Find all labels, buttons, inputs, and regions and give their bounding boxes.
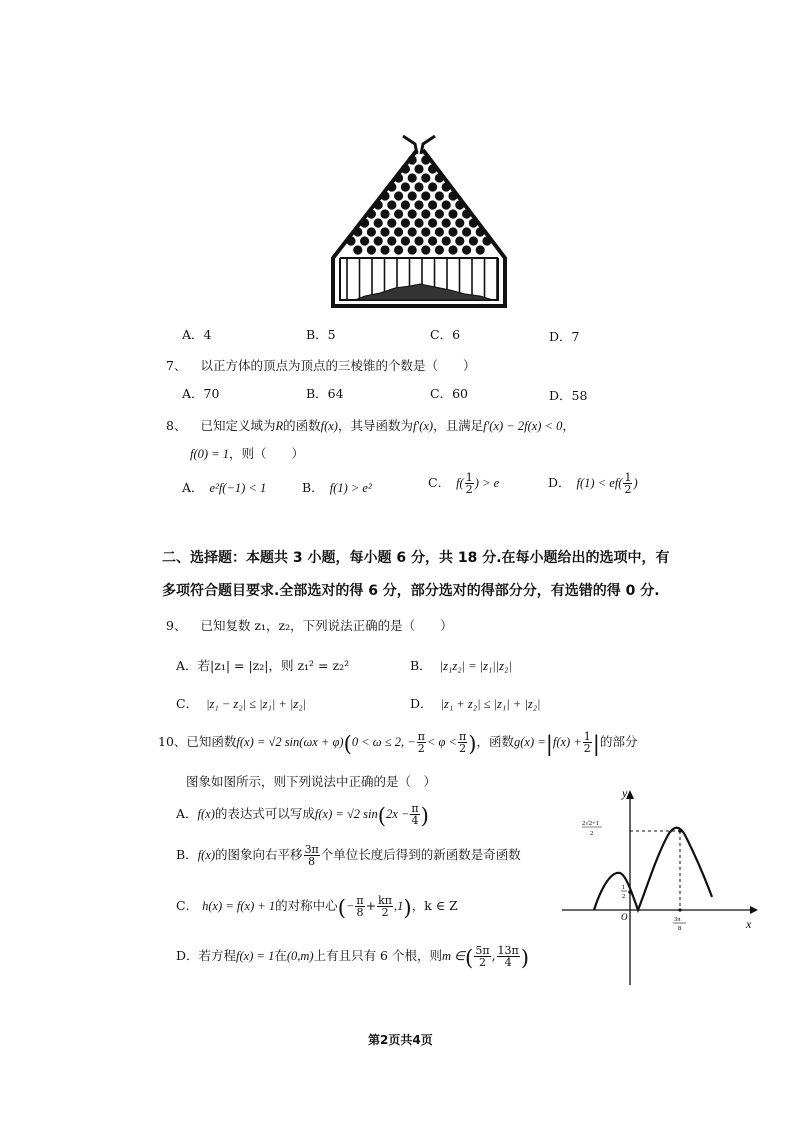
q10-pi-over-8	[355, 895, 364, 918]
q9-option-d-text: |z₁ + z₂| ≤ |z₁| + |z₂|	[440, 697, 541, 711]
frac-den: 2	[624, 483, 632, 496]
q10-option-a-arg: 2x −	[386, 807, 410, 821]
q10-option-d-eq: f(x) = 1	[236, 949, 275, 963]
galton-board-figure	[325, 130, 515, 312]
abs-close: |	[592, 732, 600, 757]
frac-den: 4	[411, 814, 419, 827]
paren-close: )	[420, 804, 429, 829]
frac-num: π	[356, 894, 364, 907]
galton-peg	[428, 218, 437, 227]
page-footer: 第2页共4页	[368, 1033, 433, 1047]
q10-option-b[interactable]	[176, 844, 521, 867]
q9-option-d[interactable]	[410, 694, 540, 712]
galton-peg	[414, 182, 423, 191]
y-tick-num: 1	[622, 884, 626, 891]
q10-pi-over-4	[410, 803, 419, 826]
q8-option-d-pre: f(1) < ef(	[576, 476, 623, 490]
q10-option-c-label: C．	[176, 898, 199, 913]
x-tick-num: 3π	[674, 916, 681, 923]
q10-cond-b: < φ <	[426, 735, 457, 749]
q8-option-c-label: C．	[428, 475, 451, 490]
galton-peg	[401, 236, 410, 245]
y-tick-den: 2	[622, 893, 626, 900]
paren-open: (	[465, 946, 474, 971]
galton-peg	[408, 191, 417, 200]
galton-peg	[455, 218, 464, 227]
paren-close: )	[468, 732, 477, 757]
frac-num: π	[458, 730, 467, 743]
origin-label: O	[621, 912, 628, 922]
frac-num: π	[417, 730, 425, 743]
q10-definition: f(x) = √2 sin(ωx + φ)	[236, 735, 344, 749]
galton-peg	[462, 227, 471, 236]
q10-text-3: 的部分	[599, 734, 638, 749]
q7-option-d[interactable]: D．58	[549, 388, 588, 403]
q8-option-d-half	[623, 472, 632, 495]
galton-peg	[353, 245, 362, 254]
q8-option-c-pre: f(	[456, 476, 464, 490]
galton-peg	[448, 245, 457, 254]
q7-number: 7、	[166, 358, 187, 373]
q10-stem-line2: 图象如图所示，则下列说法中正确的是（ ）	[186, 774, 437, 789]
galton-peg	[408, 173, 417, 182]
q10-pi-over-2-a	[417, 731, 426, 754]
galton-peg	[455, 236, 464, 245]
q9-option-c-text: |z₁ − z₂| ≤ |z₁| + |z₂|	[206, 697, 307, 711]
q8-text-4: ，且满足	[433, 418, 484, 433]
galton-peg	[469, 236, 478, 245]
galton-peg	[428, 200, 437, 209]
q8-number: 8、	[166, 418, 187, 433]
frac-den: 2	[381, 906, 389, 919]
q10-g-body: f(x) +	[552, 735, 582, 749]
q9-option-b[interactable]	[410, 656, 512, 674]
q10-option-c-text: 的对称中心	[275, 898, 338, 913]
galton-peg	[374, 218, 383, 227]
q8-inequality: f′(x) − 2f(x) < 0	[483, 419, 563, 433]
x-axis-arrow	[750, 906, 758, 914]
paren-close: )	[403, 896, 412, 921]
galton-peg	[374, 236, 383, 245]
q10-pi-over-2-b	[458, 731, 467, 754]
galton-peg	[414, 200, 423, 209]
y-axis-label: y	[622, 786, 628, 800]
q10-option-d-text-2: 在	[274, 948, 287, 963]
paren-close: )	[520, 946, 530, 971]
galton-peg	[476, 245, 485, 254]
galton-peg	[408, 227, 417, 236]
function-graph	[560, 785, 760, 990]
frac-num: 13π	[497, 944, 519, 957]
galton-peg	[448, 227, 457, 236]
galton-peg	[387, 200, 396, 209]
q9-stem	[166, 616, 453, 634]
frac-num: 3π	[304, 843, 319, 856]
q7-option-a[interactable]: A．70	[182, 386, 220, 401]
q10-option-c-minus: −	[345, 899, 355, 913]
q8-option-c-half	[465, 472, 474, 495]
frac-num: kπ	[378, 894, 393, 907]
galton-peg	[442, 236, 451, 245]
q10-3pi-over-8	[304, 844, 320, 867]
galton-peg	[394, 227, 403, 236]
q10-option-d[interactable]	[176, 945, 529, 971]
q9-option-c[interactable]	[176, 694, 306, 712]
comma: ,	[491, 948, 496, 963]
q10-text-1: 已知函数	[186, 734, 237, 749]
frac-den: 8	[308, 855, 316, 868]
q10-option-b-label: B．	[176, 847, 198, 862]
galton-peg	[428, 182, 437, 191]
galton-peg	[380, 245, 389, 254]
q10-option-d-text-3: 上有且只有 6 个根，则	[313, 948, 442, 963]
q10-cond-a: 0 < ω ≤ 2, −	[351, 735, 416, 749]
q10-option-b-fx: f(x)	[197, 848, 216, 862]
galton-peg	[401, 182, 410, 191]
q10-13pi-over-4	[497, 945, 520, 968]
q10-option-a-label: A．	[176, 806, 198, 821]
q9-number: 9、	[166, 618, 187, 633]
q8-text-3: ，其导函数为	[337, 418, 413, 433]
q10-option-c[interactable]	[176, 895, 458, 921]
paren-open: (	[337, 896, 346, 921]
q8-option-b-expr: f(1) > e²	[329, 481, 372, 495]
q8-option-a-label: A．	[182, 480, 204, 495]
q8-option-b-label: B．	[302, 480, 324, 495]
q10-option-c-y: ,1	[394, 899, 404, 913]
galton-peg	[367, 245, 376, 254]
q8-domain: R	[275, 419, 284, 433]
q10-option-d-text-1: 若方程	[198, 948, 237, 963]
q8-text-6: ，则（ ）	[228, 446, 304, 461]
q9-option-a[interactable]	[176, 656, 349, 674]
galton-peg	[394, 191, 403, 200]
galton-peg	[462, 245, 471, 254]
frac-den: 2	[478, 956, 486, 969]
galton-peg	[408, 245, 417, 254]
q10-option-a-text: 的表达式可以写成	[214, 806, 315, 821]
q9-option-a-text: 若|z₁| = |z₂|，则 z₁² = z₂²	[197, 658, 350, 673]
galton-peg	[435, 227, 444, 236]
galton-peg	[414, 236, 423, 245]
galton-peg	[421, 227, 430, 236]
peak-label-den: 2	[590, 830, 594, 837]
galton-peg	[448, 209, 457, 218]
frac-den: 2	[417, 742, 425, 755]
q8-stem-line2	[190, 444, 304, 462]
frac-num: 5π	[475, 944, 490, 957]
q8-stem-line1	[166, 416, 575, 434]
q10-option-d-interval: (0,m)	[286, 949, 314, 963]
galton-peg	[387, 236, 396, 245]
frac-den: 2	[459, 742, 467, 755]
q10-option-b-text-1: 的图象向右平移	[215, 847, 303, 862]
q10-option-a-expr: f(x) = √2 sin	[314, 807, 378, 821]
q8-text-5: ，	[562, 418, 575, 433]
graph-curve	[594, 828, 712, 910]
frac-den: 2	[583, 742, 591, 755]
galton-peg	[421, 209, 430, 218]
q7-option-c[interactable]: C．60	[430, 386, 468, 401]
q8-option-a[interactable]	[182, 478, 266, 496]
galton-peg	[380, 227, 389, 236]
q10-kpi-over-2	[377, 895, 393, 918]
q10-option-c-h: h(x) = f(x) + 1	[202, 899, 276, 913]
galton-peg	[387, 218, 396, 227]
galton-peg	[380, 209, 389, 218]
q7-option-b[interactable]: B．64	[306, 386, 344, 401]
q8-option-d[interactable]	[548, 472, 638, 495]
q6-option-c[interactable]: C．6	[430, 327, 461, 342]
galton-peg	[360, 236, 369, 245]
q10-g-def: g(x) =	[514, 735, 546, 749]
q9-option-b-label: B．	[410, 658, 432, 673]
paren-open: (	[343, 732, 352, 757]
q6-option-a[interactable]: A．4	[182, 327, 212, 342]
q10-stem-line1	[158, 731, 637, 757]
q10-option-b-text-2: 个单位长度后得到的新函数是奇函数	[320, 847, 521, 862]
section2-heading-line2: 多项符合题目要求.全部选对的得 6 分，部分选对的得部分分，有选错的得 0 分.	[162, 583, 660, 599]
q8-option-d-post: )	[633, 476, 638, 490]
q6-option-b[interactable]: B．5	[306, 327, 336, 342]
q8-option-c[interactable]	[428, 472, 499, 495]
galton-peg	[421, 191, 430, 200]
q9-option-c-label: C．	[176, 696, 199, 711]
section2-heading-line1: 二、选择题：本题共 3 小题，每小题 6 分，共 18 分.在每小题给出的选项中，有	[162, 550, 670, 566]
galton-peg	[442, 200, 451, 209]
galton-peg	[428, 236, 437, 245]
galton-peg	[435, 209, 444, 218]
plus-sign: +	[365, 898, 377, 913]
galton-peg	[367, 227, 376, 236]
q10-text-2: ，函数	[476, 734, 515, 749]
peak-label-num: 2√2+1	[582, 820, 599, 827]
frac-num: 1	[465, 471, 473, 484]
galton-peg	[401, 218, 410, 227]
frac-den: 4	[504, 956, 512, 969]
galton-peg	[401, 200, 410, 209]
galton-peg	[414, 218, 423, 227]
q10-option-d-label: D．	[176, 948, 199, 963]
q9-option-a-label: A．	[176, 658, 198, 673]
q6-option-d[interactable]: D．7	[549, 329, 580, 344]
frac-num: 1	[624, 471, 632, 484]
abs-open: |	[545, 732, 553, 757]
galton-peg	[394, 209, 403, 218]
q8-option-a-expr: e²f(−1) < 1	[209, 481, 267, 495]
q9-text: 已知复数 z₁，z₂，下列说法正确的是（ ）	[200, 618, 453, 633]
q8-text-2: 的函数	[283, 418, 321, 433]
q8-text-1: 已知定义域为	[200, 418, 276, 433]
galton-peg	[414, 164, 423, 173]
galton-peg	[394, 245, 403, 254]
q8-fpx: f′(x)	[412, 419, 434, 433]
q10-half	[583, 731, 592, 754]
q8-fx: f(x)	[320, 419, 338, 433]
q10-option-a[interactable]	[176, 803, 429, 829]
galton-peg	[421, 245, 430, 254]
q8-option-c-post: ) > e	[474, 476, 500, 490]
x-tick-den: 8	[678, 925, 682, 932]
q10-option-c-k: ，k ∈ Z	[411, 898, 458, 913]
q8-option-b[interactable]	[302, 478, 372, 496]
frac-num: 1	[583, 730, 591, 743]
q9-option-d-label: D．	[410, 696, 433, 711]
q8-condition: f(0) = 1	[190, 447, 229, 461]
galton-peg	[442, 218, 451, 227]
q10-number: 10、	[158, 734, 187, 749]
q10-option-a-fx: f(x)	[197, 807, 215, 821]
frac-den: 2	[465, 483, 473, 496]
q10-option-d-m: m ∈	[441, 949, 466, 963]
q10-5pi-over-2	[474, 945, 490, 968]
frac-den: 8	[356, 906, 364, 919]
galton-peg	[421, 173, 430, 182]
q8-option-d-label: D．	[548, 475, 571, 490]
galton-pegs	[346, 155, 491, 254]
q7-stem	[166, 356, 475, 374]
galton-peg	[435, 191, 444, 200]
frac-num: π	[411, 802, 419, 815]
galton-peg	[408, 209, 417, 218]
galton-peg	[435, 245, 444, 254]
paren-open: (	[377, 804, 387, 829]
q7-text: 以正方体的顶点为顶点的三棱锥的个数是（ ）	[200, 358, 476, 373]
x-axis-label: x	[746, 917, 752, 931]
q9-option-b-text: |z₁z₂| = |z₁||z₂|	[439, 659, 512, 673]
